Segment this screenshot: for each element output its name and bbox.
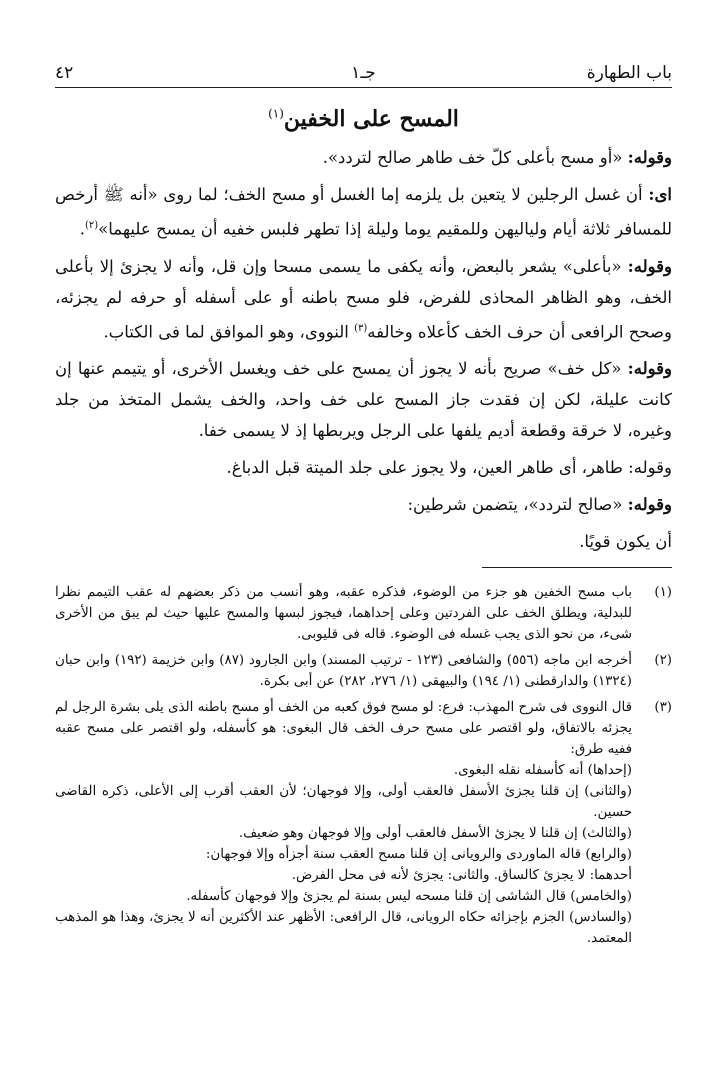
footnote-line: (والسادس) الجزم بإجزائه حكاه الرويانى، قال الرافعى: الأظهر عند الأكثرين أنه لا يجزئ، وهذا هو المذهب المعتمد.: [55, 910, 632, 946]
footnote-line: أخرجه ابن ماجه (٥٥٦) والشافعى (١٢٣ - ترتيب المسند) وابن الجارود (٨٧) وابن خزيمة (١٩٢) وابن حبان (١٣٢٤) والدارقطنى (١/ ١٩٤) والبيهقى (١/ ٢٧٦، ٢٨٢) عن أبى بكرة.: [55, 653, 633, 689]
paragraph: [55, 142, 672, 173]
paragraph-text-after: النووى، وهو الموافق لما فى الكتاب.: [103, 322, 355, 341]
footnote: [55, 650, 672, 692]
page-header: [55, 55, 672, 88]
footnote-line: (والثالث) إن قلنا لا يجزئ الأسفل فالعقب أولى وإلا فوجهان وهو ضعيف.: [238, 826, 632, 841]
footnote-text: [55, 697, 632, 949]
section-title-footnote-ref: (١): [268, 106, 284, 121]
footnote: [55, 697, 672, 949]
footnote-ref: (٢): [84, 220, 99, 231]
paragraph: [55, 489, 672, 520]
paragraph-text-after: .: [79, 219, 85, 239]
footnote-text: [55, 650, 632, 692]
footnote-line: أحدهما: لا يجزئ كالساق. والثانى: يجزئ لأنه فى محل الفرض.: [291, 868, 632, 883]
paragraph: [55, 452, 672, 483]
footnote-ref: (٣): [354, 322, 368, 334]
paragraph-text: أن يكون قويًا.: [579, 532, 672, 551]
footnote-line: (إحداها) أنه كأسفله نقله البغوى.: [453, 763, 632, 778]
footnote-line: (والرابع) قاله الماوردى والرويانى إن قلنا مسح العقب سنة أجزأه وإلا فوجهان:: [205, 847, 632, 862]
paragraph: [55, 179, 672, 245]
footnote-line: باب مسح الخفين هو جزء من الوضوء، فذكره عقبه، وهو أنسب من ذكر بعضهم له عقب التيمم نظرا للبدلية، ويطلق الخف على الفردتين وعلى إحداهما، فيجوز لبسها والمسح عليها حيث لم يبق من الأخرى شىء، من نحو الذى يجب غسله فى الوضوء. قاله فى قليوبى.: [55, 585, 632, 642]
paragraph-lead: وقوله:: [627, 359, 672, 378]
paragraph-text: «أو مسح بأعلى كلّ خف طاهر صالح لتردد».: [322, 148, 628, 167]
footnote-number: (٢): [654, 653, 672, 668]
chapter-title: باب الطهارة: [586, 63, 672, 83]
volume-label: جـ١: [351, 63, 376, 83]
footnote-number: (١): [654, 585, 672, 600]
footnote-line: (والخامس) قال الشاشى إن قلنا مسحه ليس بسنة لم يجزئ وإلا فوجهان كأسفله.: [186, 889, 632, 904]
paragraph-text: «بأعلى» يشعر بالبعض، وأنه يكفى ما يسمى مسحا وإن قل، وأنه لا يجزئ إلا بأعلى الخف، وهو الظاهر المحاذى للفرض، فلو مسح باطنه أو على أسفله أو حرفه لم يجزئه، وصحح الرافعى أن حرف الخف كأعلاه وخالفه: [55, 256, 672, 341]
paragraph-text: «كل خف» صريح بأنه لا يجوز أن يمسح على خف ويغسل الأخرى، أو يتيمم عنها إن كانت عليلة، لكن إن فقدت جاز المسح على خف واحد، والخف يشمل المتخذ من جلد وغيره، لا خرقة وقطعة أديم يلفها على الرجل ويربطها إذ لا يسمى خفا.: [55, 359, 672, 440]
paragraph: [55, 251, 672, 348]
footnote-text: [55, 582, 632, 645]
paragraph-text: «صالح لتردد»، يتضمن شرطين:: [407, 495, 628, 514]
footnote-line: (والثانى) إن قلنا يجزئ الأسفل فالعقب أولى، وإلا فوجهان؛ لأن العقب أقرب إلى الأعلى، ذكره القاضى حسين.: [55, 784, 632, 820]
paragraph: [55, 526, 672, 557]
section-title-text: المسح على الخفين: [283, 106, 459, 132]
paragraph-lead: وقوله:: [627, 256, 672, 276]
main-text: [55, 142, 672, 557]
paragraph-lead: وقوله:: [627, 148, 672, 167]
paragraph-text: وقوله: طاهر، أى طاهر العين، ولا يجوز على جلد الميتة قبل الدباغ.: [226, 458, 672, 477]
paragraph-text: أن غسل الرجلين لا يتعين بل يلزمه إما الغسل أو مسح الخف؛ لما روى «أنه ﷺ أرخص للمسافر ثلاثة أيام ولياليهن وللمقيم يوما وليلة إذا تطهر فلبس خفيه أن يمسح عليهما»: [55, 185, 672, 239]
footnote-separator: [482, 567, 672, 568]
paragraph-lead: وقوله:: [627, 495, 672, 514]
paragraph: [55, 353, 672, 446]
footnotes: [55, 582, 672, 949]
footnote-number: (٣): [654, 700, 672, 715]
footnote: [55, 582, 672, 645]
section-title: [55, 106, 672, 132]
page-number: ٤٢: [54, 63, 74, 83]
paragraph-lead: اى:: [648, 185, 672, 204]
footnote-line: قال النووى فى شرح المهذب: فرع: لو مسح فوق كعبه من الخف أو مسح باطنه الذى يلى بشرة الرجل لم يجزئه بالاتفاق، ولو اقتصر على مسح حرف الخف قال البغوى: هو كأسفله، ولو اقتصر على مسح عقبه ففيه طرق:: [55, 700, 632, 757]
